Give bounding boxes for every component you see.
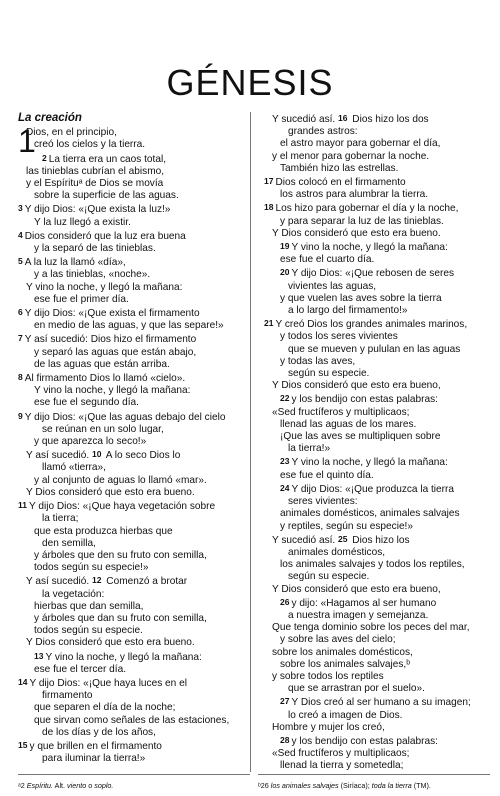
verse-line: de los días y de los años,	[42, 726, 156, 738]
column-divider	[250, 112, 251, 772]
verse-line: que separen el día de la noche;	[34, 702, 176, 714]
right-verse-lines	[264, 112, 490, 773]
verse-line: y que vuelen las aves sobre la tierra	[280, 292, 442, 304]
verse-line: Y así sucedió. 10 A lo seco Dios lo	[26, 449, 181, 462]
verse-line: los animales salvajes y todos los reptiles,	[280, 559, 465, 571]
verse-line: 15 y que brillen en el firmamento	[18, 739, 162, 752]
verse-line: la tierra;	[42, 513, 79, 525]
book-title: GÉNESIS	[166, 62, 334, 103]
verse-number: 6	[18, 307, 23, 318]
verse-line: 13 Y vino la noche, y llegó la mañana:	[34, 650, 202, 663]
verse-line: en medio de las aguas, y que las separe!»	[34, 320, 224, 332]
verse-number: 18	[264, 202, 274, 213]
verse-line: y árboles que dan su fruto con semilla,	[34, 612, 207, 624]
verse-line: ese fue el cuarto día.	[280, 254, 375, 266]
verse-line: seres vivientes:	[288, 496, 358, 508]
verse-number: 28	[280, 734, 290, 745]
verse-number: 20	[280, 267, 290, 278]
verse-line: animales domésticos, animales salvajes	[280, 508, 460, 520]
verse-line: 5 A la luz la llamó «día»,	[18, 256, 126, 269]
verse-number: 25	[338, 533, 348, 544]
verse-line: las tinieblas cubrían el abismo,	[26, 165, 165, 177]
verse-line: ese fue el segundo día.	[34, 397, 139, 409]
verse-line: creó los cielos y la tierra.	[34, 139, 146, 151]
verse-line: y el menor para gobernar la noche.	[272, 150, 430, 162]
verse-number: 2	[42, 152, 47, 163]
verse-line: 2 La tierra era un caos total,	[42, 152, 167, 165]
verse-number: 17	[264, 176, 274, 187]
verse-line: y todas las aves,	[280, 355, 356, 367]
verse-line: y sobre todos los reptiles	[272, 670, 384, 682]
footnote-right: ᵇ26 los animales salvajes (Siríaca); toda la tierra (TM).	[258, 781, 431, 790]
verse-line: y el Espírituᵃ de Dios se movía	[26, 178, 164, 190]
verse-line: También hizo las estrellas.	[280, 162, 399, 174]
verse-line: 18 Los hizo para gobernar el día y la noche,	[264, 202, 459, 215]
verse-line: de las aguas que están arriba.	[34, 358, 170, 370]
verse-line: Y la luz llegó a existir.	[34, 216, 131, 228]
verse-line: Y sucedió así. 25 Dios hizo los	[272, 533, 410, 546]
verse-line: y que aparezca lo seco!»	[34, 436, 147, 448]
footnote-rule-left	[18, 774, 250, 775]
verse-number: 7	[18, 333, 23, 344]
verse-number: 13	[34, 650, 44, 661]
verse-line: que sirvan como señales de las estaciones,	[34, 714, 230, 726]
verse-line: Y vino la noche, y llegó la mañana:	[34, 385, 191, 397]
verse-line: la vegetación:	[42, 588, 105, 600]
verse-line: a lo largo del firmamento!»	[288, 305, 408, 317]
verse-line: ese fue el tercer día.	[34, 663, 127, 675]
verse-number: 5	[18, 256, 23, 267]
verse-line: todos según su especie.	[34, 625, 143, 637]
verse-line: llenad la tierra y sometedla;	[280, 760, 404, 772]
footnote-left: ᵃ2 Espíritu. Alt. viento o soplo.	[18, 781, 114, 790]
verse-line: animales domésticos,	[288, 546, 386, 558]
verse-line: Y así sucedió. 12 Comenzó a brotar	[26, 575, 188, 588]
verse-number: 9	[18, 410, 23, 421]
verse-number: 22	[280, 393, 290, 404]
verse-line: ese fue el primer día.	[34, 293, 129, 305]
verse-line: 17 Dios colocó en el firmamento	[264, 176, 406, 189]
verse-number: 26	[280, 596, 290, 607]
verse-line: Y vino la noche, y llegó la mañana:	[26, 281, 183, 293]
verse-number: 8	[18, 372, 23, 383]
verse-number: 4	[18, 229, 23, 240]
verse-line: la tierra!»	[288, 443, 331, 455]
verse-line: 6 Y dijo Dios: «¡Que exista el firmamento	[18, 307, 200, 320]
verse-number: 14	[18, 676, 28, 687]
left-column	[18, 112, 244, 765]
verse-line: Y Dios consideró que esto era bueno.	[272, 227, 441, 239]
left-verse-lines	[18, 123, 244, 765]
verse-line: que se arrastran por el suelo».	[288, 683, 425, 695]
verse-line: grandes astros:	[288, 126, 358, 138]
verse-line: 28 y los bendijo con estas palabras:	[280, 734, 438, 747]
verse-line: llenad las aguas de los mares.	[280, 418, 417, 430]
verse-line: y sobre las aves del cielo;	[280, 634, 396, 646]
chapter-start	[18, 123, 244, 765]
verse-line: 20 Y dijo Dios: «¡Que rebosen de seres	[280, 267, 454, 280]
verse-line: los astros para alumbrar la tierra.	[280, 189, 429, 201]
verse-line: según su especie.	[288, 368, 370, 380]
verse-number: 16	[338, 113, 348, 123]
verse-line: lo creó a imagen de Dios.	[288, 709, 403, 721]
verse-line: 26 y dijo: «Hagamos al ser humano	[280, 596, 437, 609]
verse-line: 4 Dios consideró que la luz era buena	[18, 229, 186, 242]
verse-line: sobre los animales domésticos,	[272, 646, 413, 658]
verse-line: Y Dios consideró que esto era bueno.	[26, 637, 195, 649]
verse-line: ¡Que las aves se multipliquen sobre	[280, 431, 441, 443]
verse-line: 21 Y creó Dios los grandes animales marinos,	[264, 318, 468, 331]
verse-line: 23 Y vino la noche, y llegó la mañana:	[280, 456, 448, 469]
verse-number: 11	[18, 500, 27, 511]
verse-line: Que tenga dominio sobre los peces del mar,	[272, 622, 470, 634]
verse-line: 19 Y vino la noche, y llegó la mañana:	[280, 241, 448, 254]
verse-line: Y Dios consideró que esto era bueno,	[272, 380, 441, 392]
verse-number: 3	[18, 203, 23, 214]
verse-line: Y Dios consideró que esto era bueno,	[272, 583, 441, 595]
verse-line: y reptiles, según su especie!»	[280, 520, 413, 532]
verse-line: 11 Y dijo Dios: «¡Que haya vegetación sobre	[18, 500, 216, 513]
verse-number: 21	[264, 318, 274, 329]
verse-line: ese fue el quinto día.	[280, 469, 374, 481]
verse-number: 12	[92, 575, 102, 586]
verse-line: Dios, en el principio,	[26, 127, 117, 139]
verse-line: que esta produzca hierbas que	[34, 525, 173, 537]
verse-line: hierbas que dan semilla,	[34, 600, 144, 612]
verse-number: 24	[280, 482, 290, 493]
verse-line: y al conjunto de aguas lo llamó «mar».	[34, 474, 207, 486]
chapter-number: 1	[18, 123, 36, 160]
verse-line: «Sed fructíferos y multiplicaos;	[272, 748, 410, 760]
verse-line: Y sucedió así. 16 Dios hizo los dos	[272, 113, 429, 125]
verse-number: 10	[92, 449, 102, 460]
verse-line: Hombre y mujer los creó,	[272, 721, 385, 733]
verse-line: y para separar la luz de las tinieblas.	[280, 215, 444, 227]
verse-line: y todos los seres vivientes	[280, 331, 398, 343]
right-column	[264, 112, 490, 773]
verse-line: «Sed fructíferos y multiplicaos;	[272, 406, 410, 418]
verse-number: 15	[18, 739, 28, 750]
verse-line: a nuestra imagen y semejanza.	[288, 609, 429, 621]
verse-number: 27	[280, 696, 290, 707]
verse-line: den semilla,	[42, 537, 96, 549]
verse-line: Y Dios consideró que esto era bueno.	[26, 486, 195, 498]
section-heading: La creación	[18, 112, 82, 124]
verse-line: 7 Y así sucedió: Dios hizo el firmamento	[18, 333, 197, 346]
verse-line: para iluminar la tierra!»	[42, 753, 146, 765]
verse-line: 24 Y dijo Dios: «¡Que produzca la tierra	[280, 482, 454, 495]
verse-line: 14 Y dijo Dios: «¡Que haya luces en el	[18, 676, 187, 689]
verse-line: y la separó de las tinieblas.	[34, 243, 156, 255]
verse-line: 8 Al firmamento Dios lo llamó «cielo».	[18, 372, 186, 385]
verse-number: 19	[280, 241, 290, 252]
verse-line: según su especie.	[288, 571, 370, 583]
verse-line: llamó «tierra»,	[42, 462, 106, 474]
verse-line: 3 Y dijo Dios: «¡Que exista la luz!»	[18, 203, 171, 216]
verse-line: 27 Y Dios creó al ser humano a su imagen;	[280, 696, 471, 709]
verse-line: todos según su especie!»	[34, 562, 149, 574]
verse-line: y separó las aguas que están abajo,	[34, 346, 197, 358]
verse-line: el astro mayor para gobernar el día,	[280, 138, 441, 150]
verse-line: y árboles que den su fruto con semilla,	[34, 549, 207, 561]
verse-number: 23	[280, 456, 290, 467]
verse-line: 22 y los bendijo con estas palabras:	[280, 393, 438, 406]
verse-line: que se mueven y pululan en las aguas	[288, 343, 461, 355]
verse-line: 9 Y dijo Dios: «¡Que las aguas debajo del cielo	[18, 410, 226, 423]
footnote-rule-right	[258, 774, 490, 775]
verse-line: sobre los animales salvajes,ᵇ	[280, 658, 411, 670]
verse-line: sobre la superficie de las aguas.	[34, 190, 179, 202]
verse-line: vivientes las aguas,	[288, 280, 377, 292]
verse-line: se reúnan en un solo lugar,	[42, 423, 164, 435]
verse-line: firmamento	[42, 690, 93, 702]
verse-line: y a las tinieblas, «noche».	[34, 269, 151, 281]
